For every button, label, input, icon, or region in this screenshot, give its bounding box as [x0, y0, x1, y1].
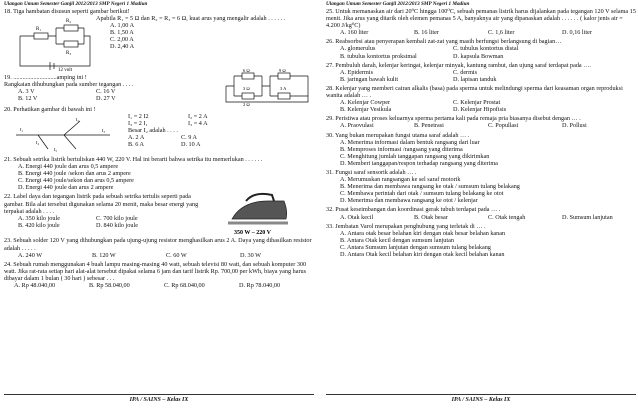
q20-line-3: Besar I₂ adalah . . . . [128, 127, 178, 135]
q33-option-c[interactable]: C. Antara Sumsum lanjutan dengan sumsum tulang belakang [340, 243, 491, 251]
q31-option-c[interactable]: C. Membawa perintah dari otak / sumsum tulang belakang ke otot [340, 190, 504, 198]
q32-option-a[interactable]: A. Otak kecil [340, 213, 374, 221]
q19-label-e: 3 A [280, 86, 287, 91]
q27-option-c[interactable]: C. dermis [453, 68, 478, 76]
q31-option-a[interactable]: A. Merumuskan rangsangan ke sel saraf motorik [340, 176, 461, 184]
q31-option-b[interactable]: B. Menerima dan membawa rangsang ke otak / sumsum tulang belakang [340, 183, 520, 191]
q20-line-r2: I₃ = 4 A [188, 120, 208, 128]
q32-option-d[interactable]: D. Sumsum lanjutan [562, 213, 613, 221]
q21-option-a[interactable]: A. Energi 440 joule dan arus 0,5 ampere [18, 163, 119, 171]
q18-option-b[interactable]: B. 1,50 A [110, 29, 134, 37]
q19-label-b: 9 Ω [279, 68, 286, 73]
q25-option-d[interactable]: D. 0,16 liter [562, 29, 592, 37]
q30-option-c[interactable]: C. Menghitung jumlah tanggapan rangsang yang dikirimkan [340, 152, 490, 160]
q32-option-c[interactable]: C. Otak tengah [488, 213, 526, 221]
q21-option-b[interactable]: B. Energi 440 joule /sekon dan arus 2 ampere [18, 170, 131, 178]
question-32 [326, 206, 636, 220]
q20-i2: I₂ [76, 117, 80, 122]
q18-option-d[interactable]: D. 2,40 A [110, 43, 135, 51]
q27-option-a[interactable]: A. Epidermis [340, 68, 373, 76]
q20-option-d[interactable]: D. 10 A [181, 141, 201, 149]
q32-option-b[interactable]: B. Otak besar [414, 213, 448, 221]
question-23 [4, 237, 314, 258]
q22-iron-figure [222, 189, 292, 237]
question-26 [326, 38, 636, 59]
q18-r2-label: R₂ [66, 19, 72, 24]
q27-option-b[interactable]: B. jaringan bawah kulit [340, 75, 399, 83]
q26-option-d[interactable]: D. kapsula Bowman [453, 52, 504, 60]
q29-stem: 29. Peristiwa atau proses keluarnya sperma pertama kali pada remaja pria biasanya disebut dengan … . [326, 115, 581, 123]
q26-option-c[interactable]: C. tubulus kontortus distal [453, 45, 519, 53]
q23-option-b[interactable]: B. 120 W [92, 251, 116, 259]
q26-option-b[interactable]: B. tubulus kontortus proksimal [340, 52, 417, 60]
q19-option-a[interactable]: A. 3 V [18, 88, 35, 96]
question-24 [4, 261, 314, 289]
q31-option-d[interactable]: D. Menerima dan membawa rangsang ke otot / kelenjar [340, 197, 478, 205]
q21-option-d[interactable]: D. Energi 440 joule dan arus 2 ampere [18, 184, 114, 192]
q26-option-a[interactable]: A. glomerulus [340, 45, 376, 53]
question-21 [4, 156, 314, 191]
question-28 [326, 85, 636, 113]
q28-option-d[interactable]: D. Kelenjar Hipofisis [453, 106, 507, 114]
q19-option-d[interactable]: D. 27 V [96, 95, 116, 103]
q22-options [18, 215, 168, 229]
q28-stem: 28. Kelenjar yang memberi cairan alkalis (basa) pada sperma untuk melindungi sperma dari keasaman organ reproduksi wanita adalah … . [326, 84, 623, 100]
q30-option-a[interactable]: A. Menerima informasi dalam bentuk rangsang dari luar [340, 138, 480, 146]
q28-options [340, 99, 560, 113]
q24-option-a[interactable]: A. Rp 48.040,00 [14, 282, 56, 290]
question-18 [4, 8, 314, 74]
q22-stem: 22. Label daya dan tegangan listrik pada sebuah setrika tertulis seperti pada gambar. Bila alat tersebut digunakan selama 20 menit, maka besar energi yang terpakai adalah . . . . [4, 193, 199, 215]
q23-option-d[interactable]: D. 30 W [240, 251, 262, 259]
q23-option-a[interactable]: A. 240 W [18, 251, 43, 259]
q29-option-d[interactable]: D. Pollusi [562, 122, 587, 130]
q20-line-1: I₁ = 2 I2 [128, 113, 149, 120]
q18-option-c[interactable]: C. 2,00 A [110, 36, 134, 44]
page-header: Ulangan Umum Semester Ganjil 2012/2013 SMP Negeri 1 Madiun [4, 1, 148, 7]
q20-line-r1: I₂ = 2 A [188, 113, 208, 120]
q18-volt-label: 12 volt [58, 68, 73, 72]
q20-current-figure [14, 113, 114, 153]
q29-options [340, 122, 636, 129]
q27-options [340, 69, 560, 83]
q33-stem: 33. Jembatan Varol merupakan penghubung yang terletak di … . [326, 222, 486, 230]
q20-line-2: I₃ = 2 I₁ [128, 120, 148, 128]
q24-stem: 24. Sebuah rumah menggunakan 4 buah lampu masing-masing 40 watt, sebuah televisi 80 watt, dan sebuah komputer 300 watt. Jika rat-rata setiap hari alat-alat tersebut dipakai selama 6 jam dan tarif listrik Rp. 700,00 per kWh, biaya yang harus dibayar dalam 1 bulan ( 30 hari ) sebesar . . . [4, 260, 307, 282]
q33-option-a[interactable]: A. Antara otak besar belahan kiri dengan otak besar belahan kanan [340, 229, 506, 237]
q23-stem: 23. Sebuah solder 120 V yang dihubungkan pada ujung-ujung resistor menghasilkan arus 2 A. Daya yang dihasilkan resistor adalah . . . . . [4, 237, 312, 252]
q25-option-b[interactable]: B. 16 liter [414, 29, 439, 37]
q23-option-c[interactable]: C. 60 W [166, 251, 187, 259]
q25-options [340, 29, 636, 36]
q20-option-c[interactable]: C. 9 A [181, 134, 197, 142]
q24-option-d[interactable]: D. Rp 78.040,00 [239, 282, 281, 290]
page-footer-left: IPA / SAINS – Kelas IX [4, 394, 314, 406]
q28-option-b[interactable]: B. Kelenjar Vesikula [340, 106, 392, 114]
question-25 [326, 8, 636, 36]
q18-circuit-figure [14, 16, 94, 72]
question-20 [4, 106, 314, 154]
q26-options [340, 45, 560, 59]
question-31 [326, 169, 636, 204]
q18-option-a[interactable]: A. 1,00 A [110, 22, 135, 30]
q30-options [340, 139, 636, 167]
q20-option-b[interactable]: B. 6 A [128, 141, 144, 149]
q29-option-a[interactable]: A. Praovulasi [340, 122, 374, 130]
q22-iron-label: 350 W – 220 V [234, 230, 272, 237]
q20-i4: I₄ [36, 140, 40, 145]
q24-option-c[interactable]: C. Rp 68.040,00 [164, 282, 205, 290]
q20-i1: I₁ [20, 127, 24, 132]
left-column [4, 0, 314, 409]
page-header-right: Ulangan Umum Semester Ganjil 2012/2013 SMP Negeri 1 Madiun [326, 1, 470, 7]
q29-option-b[interactable]: B. Penetrasi [414, 122, 444, 130]
q22-option-b[interactable]: B. 420 kilo joule [18, 221, 60, 229]
q25-stem: 25. Untuk memanaskan air dari 20⁰C hingga 100⁰C, sebuah pemanas listrik harus dijalankan pada tegangan 120 V selama 15 menit. Jika arus yang ditarik oleh elemen pemanas 5 A, banyaknya air yang dipanaskan adalah . . . . . . ( kalor jenis air = 4.200 J/kg⁰C) [326, 8, 636, 30]
q30-option-b[interactable]: B. Memproses informasi /rangsang yang diterima [340, 145, 463, 153]
right-column [326, 0, 636, 409]
q20-stem: 20. Perhatikan gambar di bawah ini ! [4, 106, 96, 113]
q28-option-a[interactable]: A. Kelenjar Cowper [340, 99, 390, 107]
question-22 [4, 193, 314, 237]
q26-stem: 26. Reabsorbsi atau penyerapan kembali zat-zat yang masih berfungsi berlangsung di bagian… [326, 38, 562, 46]
q27-option-d[interactable]: D. lapisan tanduk [453, 75, 497, 83]
q24-option-b[interactable]: B. Rp 58.040,00 [89, 282, 130, 290]
q20-option-a[interactable]: A. 2 A [128, 134, 145, 142]
q29-option-c[interactable]: C. Popullasi [488, 122, 519, 130]
q32-options [340, 214, 636, 221]
q19-stem: 19. ............................amping ini ! [4, 74, 87, 81]
question-33 [326, 223, 636, 258]
q19-label-a: 6 Ω [243, 68, 250, 73]
q31-options [340, 176, 636, 204]
q33-option-d[interactable]: D. Antara Otak kecil belahan kiri dengan otak kecil belahan kanan [340, 251, 505, 258]
q20-given-right [188, 113, 248, 127]
q19-label-c: 3 Ω [243, 86, 250, 91]
q18-stem: 18. Tiga hambatan disusun seperti gambar berikut! [4, 8, 130, 15]
q18-options [110, 22, 296, 50]
page-footer-right: IPA / SAINS – Kelas IX [326, 394, 636, 406]
q20-i5: I₅ [54, 147, 58, 152]
q21-options [18, 163, 314, 191]
q25-option-c[interactable]: C. 1,6 liter [488, 29, 515, 37]
question-29 [326, 115, 636, 129]
q22-option-c[interactable]: C. 700 kilo joule [96, 214, 138, 222]
q22-option-d[interactable]: D. 840 kilo joule [96, 221, 138, 229]
q21-stem: 21. Sebuah setrika listrik bertuliskan 440 W, 220 V. Hal ini berarti bahwa setrika itu memerlukan . . . . . . [4, 156, 263, 163]
q31-stem: 31. Fungsi saraf sensorik adalah … . [326, 168, 417, 176]
q33-options [340, 230, 636, 258]
q21-option-c[interactable]: C. Energi 440 joule/sekon dan arus 0,5 ampere [18, 177, 134, 185]
q28-option-c[interactable]: C. Kelenjar Prostat [453, 99, 501, 107]
q25-option-a[interactable]: A. 160 liter [340, 29, 369, 37]
q24-options [14, 282, 314, 289]
q19-circuit-figure [222, 68, 314, 106]
q33-option-b[interactable]: B. Antara Otak kecil dengan sumsum lanjutan [340, 236, 454, 244]
q32-stem: 32. Pusat keseimbangan dan koordinasi gerak tubuh terdapat pada … . [326, 206, 501, 214]
q18-r1-label: R₁ [36, 27, 42, 32]
q27-stem: 27. Pembuluh darah, kelenjar keringat, kelenjar minyak, kantung rambut, dan ujung saraf terdapat pada …. [326, 61, 591, 69]
q20-i3: I₃ [102, 128, 106, 133]
q18-text: Apabila R₁ = 5 Ω dan R₂ = R₃ = 6 Ω, kuat arus yang mengalir adalah . . . . . . [96, 15, 286, 22]
q22-option-a[interactable]: A. 350 kilo joule [18, 214, 60, 222]
q18-r3-label: R₃ [66, 51, 72, 56]
q19-label-d: 2 Ω [243, 102, 250, 106]
q19-text: Rangkaian dihubungkan pada sumber tegangan . . . . [4, 81, 134, 89]
q20-options [128, 134, 228, 148]
q19-options [18, 88, 168, 102]
q19-option-c[interactable]: C. 16 V [96, 88, 116, 96]
question-27 [326, 62, 636, 83]
question-30 [326, 132, 636, 167]
q30-stem: 30. Yang bukan merupakan fungsi utama saraf adalah … . [326, 131, 470, 139]
q18-body [96, 15, 296, 50]
q23-options [18, 252, 314, 259]
q19-option-b[interactable]: B. 12 V [18, 95, 38, 103]
q30-option-d[interactable]: D. Memberi tanggapan/respon terhadap rangsang yang diterima [340, 159, 498, 167]
